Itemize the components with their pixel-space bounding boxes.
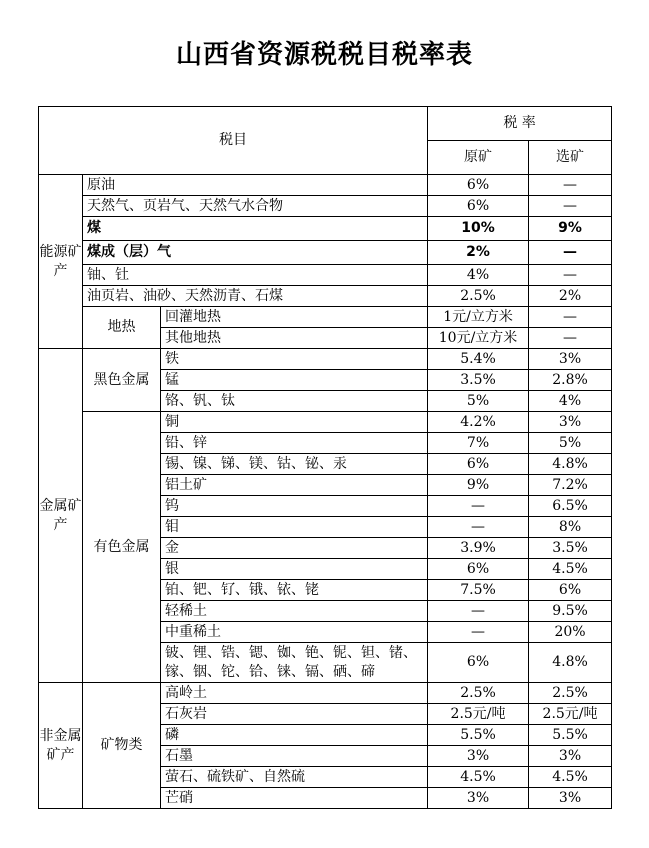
table-row [39, 683, 612, 704]
item-name: 油页岩、油砂、天然沥青、石煤 [83, 286, 428, 307]
raw-rate: 4.2% [428, 412, 529, 433]
processed-rate: 3% [529, 788, 612, 809]
item-name: 铂、钯、钌、锇、铱、铑 [161, 580, 428, 601]
processed-rate: 2.8% [529, 370, 612, 391]
item-name: 天然气、页岩气、天然气水合物 [83, 196, 428, 217]
raw-rate: 6% [428, 196, 529, 217]
item-name: 其他地热 [161, 328, 428, 349]
processed-rate: 5% [529, 433, 612, 454]
raw-rate: 2.5% [428, 286, 529, 307]
raw-rate: 6% [428, 175, 529, 196]
item-name: 铍、锂、锆、锶、铷、铯、铌、钽、锗、镓、铟、铊、铪、铼、镉、硒、碲 [161, 643, 428, 683]
table-row [39, 196, 612, 217]
category-nonmetal: 非金属矿产 [39, 683, 83, 809]
item-name: 锰 [161, 370, 428, 391]
processed-rate: 9.5% [529, 601, 612, 622]
processed-rate: 5.5% [529, 725, 612, 746]
category-energy: 能源矿产 [39, 175, 83, 349]
processed-rate: 9% [529, 217, 612, 241]
table-row [39, 307, 612, 328]
item-name: 铜 [161, 412, 428, 433]
item-name: 原油 [83, 175, 428, 196]
item-name: 煤成（层）气 [83, 241, 428, 265]
subgroup-geothermal: 地热 [83, 307, 161, 349]
subgroup-nonferrous: 有色金属 [83, 412, 161, 683]
header-item: 税目 [39, 107, 428, 175]
table-row [39, 265, 612, 286]
item-name: 轻稀土 [161, 601, 428, 622]
processed-rate: 4.8% [529, 454, 612, 475]
subgroup-ferrous: 黑色金属 [83, 349, 161, 412]
raw-rate: 3.9% [428, 538, 529, 559]
processed-rate: 7.2% [529, 475, 612, 496]
raw-rate: — [428, 601, 529, 622]
item-name: 中重稀土 [161, 622, 428, 643]
header-rate: 税 率 [428, 107, 612, 141]
processed-rate: 8% [529, 517, 612, 538]
raw-rate: 6% [428, 454, 529, 475]
raw-rate: 10% [428, 217, 529, 241]
processed-rate: 3% [529, 412, 612, 433]
header-processed: 选矿 [529, 141, 612, 175]
raw-rate: 4% [428, 265, 529, 286]
processed-rate: 2.5% [529, 683, 612, 704]
item-name: 铀、钍 [83, 265, 428, 286]
raw-rate: 3% [428, 746, 529, 767]
raw-rate: 6% [428, 559, 529, 580]
item-name: 芒硝 [161, 788, 428, 809]
processed-rate: 20% [529, 622, 612, 643]
subgroup-mineral: 矿物类 [83, 683, 161, 809]
table-row [39, 241, 612, 265]
table-row [39, 286, 612, 307]
table-row [39, 217, 612, 241]
item-name: 高岭土 [161, 683, 428, 704]
item-name: 铝土矿 [161, 475, 428, 496]
item-name: 铁 [161, 349, 428, 370]
item-name: 银 [161, 559, 428, 580]
processed-rate: 3% [529, 746, 612, 767]
table-row [39, 175, 612, 196]
raw-rate: 5% [428, 391, 529, 412]
tax-rate-table [38, 106, 612, 809]
processed-rate: 4.5% [529, 767, 612, 788]
page-title: 山西省资源税税目税率表 [175, 40, 473, 70]
item-name: 铅、锌 [161, 433, 428, 454]
processed-rate: 4.5% [529, 559, 612, 580]
processed-rate: 6% [529, 580, 612, 601]
raw-rate: 6% [428, 643, 529, 683]
processed-rate: — [529, 175, 612, 196]
item-name: 金 [161, 538, 428, 559]
table-row [39, 412, 612, 433]
processed-rate: 2% [529, 286, 612, 307]
processed-rate: 3.5% [529, 538, 612, 559]
raw-rate: 7.5% [428, 580, 529, 601]
raw-rate: 3.5% [428, 370, 529, 391]
raw-rate: — [428, 622, 529, 643]
processed-rate: — [529, 307, 612, 328]
processed-rate: — [529, 196, 612, 217]
raw-rate: 7% [428, 433, 529, 454]
item-name: 锡、镍、锑、镁、钴、铋、汞 [161, 454, 428, 475]
raw-rate: 2.5% [428, 683, 529, 704]
raw-rate: 9% [428, 475, 529, 496]
item-name: 钼 [161, 517, 428, 538]
processed-rate: 4.8% [529, 643, 612, 683]
raw-rate: 3% [428, 788, 529, 809]
processed-rate: 4% [529, 391, 612, 412]
item-name: 石灰岩 [161, 704, 428, 725]
header-raw: 原矿 [428, 141, 529, 175]
processed-rate: 2.5元/吨 [529, 704, 612, 725]
processed-rate: — [529, 328, 612, 349]
item-name: 磷 [161, 725, 428, 746]
item-name: 铬、钒、钛 [161, 391, 428, 412]
raw-rate: — [428, 496, 529, 517]
raw-rate: 10元/立方米 [428, 328, 529, 349]
raw-rate: 2.5元/吨 [428, 704, 529, 725]
raw-rate: 5.4% [428, 349, 529, 370]
item-name: 萤石、硫铁矿、自然硫 [161, 767, 428, 788]
raw-rate: 1元/立方米 [428, 307, 529, 328]
raw-rate: 2% [428, 241, 529, 265]
processed-rate: 3% [529, 349, 612, 370]
item-name: 回灌地热 [161, 307, 428, 328]
processed-rate: — [529, 241, 612, 265]
raw-rate: 5.5% [428, 725, 529, 746]
raw-rate: 4.5% [428, 767, 529, 788]
item-name: 钨 [161, 496, 428, 517]
table-row [39, 349, 612, 370]
item-name: 煤 [83, 217, 428, 241]
processed-rate: — [529, 265, 612, 286]
category-metal: 金属矿产 [39, 349, 83, 683]
header-row [39, 107, 612, 141]
item-name: 石墨 [161, 746, 428, 767]
raw-rate: — [428, 517, 529, 538]
processed-rate: 6.5% [529, 496, 612, 517]
